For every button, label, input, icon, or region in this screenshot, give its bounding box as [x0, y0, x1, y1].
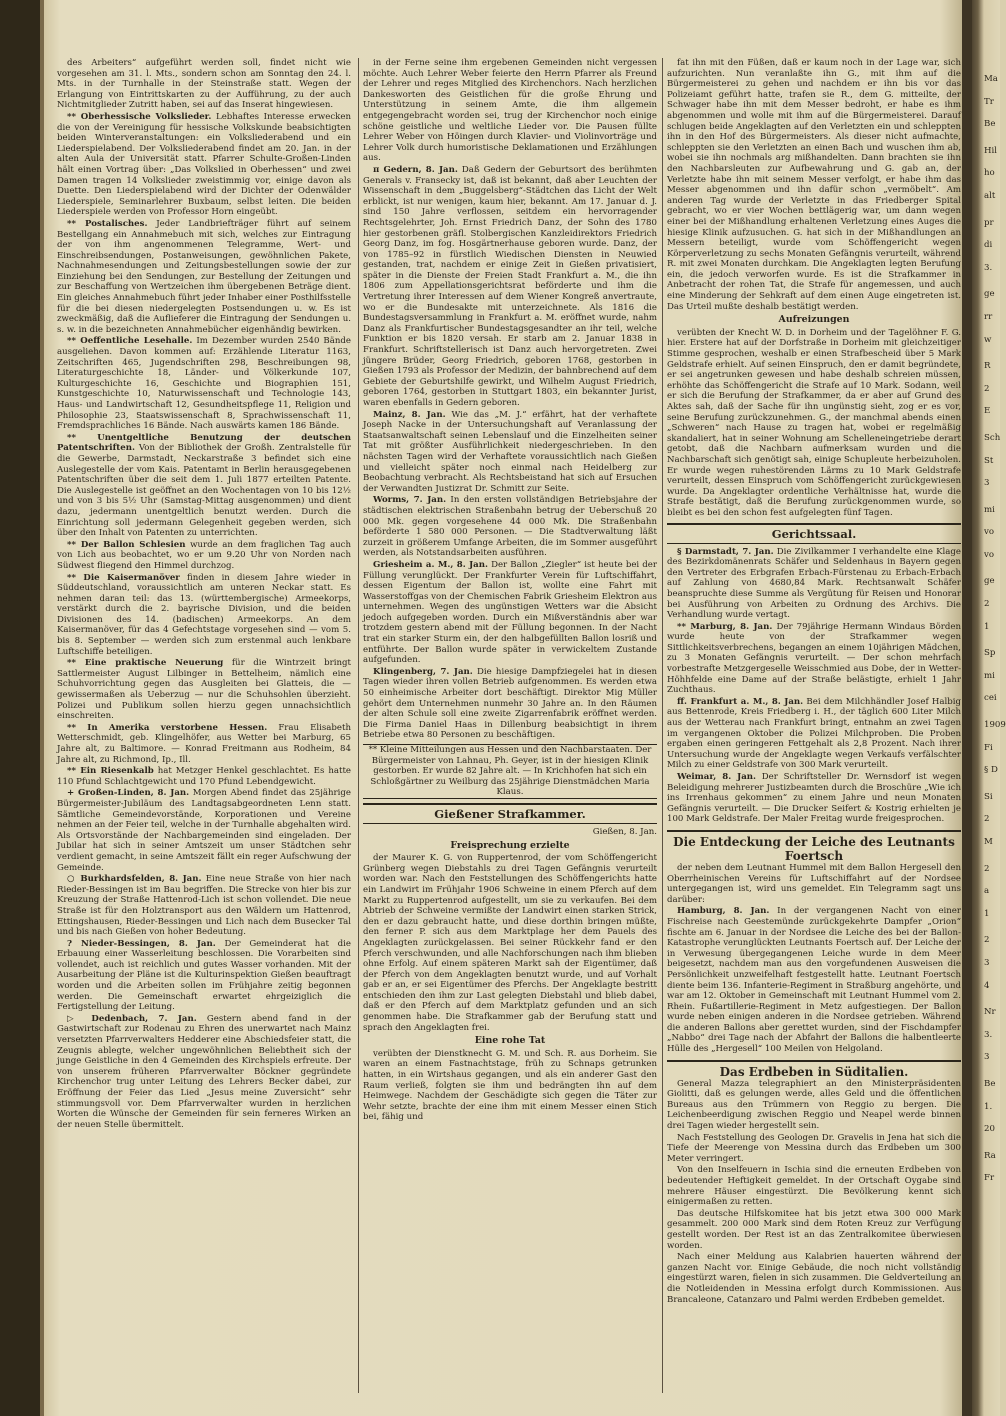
fragment-line: vo — [984, 527, 995, 538]
article-text: Bei dem Milchhändler Josef Halbig aus Bettenrode, Kreis Friedberg i. H., der täglich 600 Liter Milch aus der Wetterau nach Frankfurt bringt, entnahm an zwei Tagen im vergangenen Oktober die Polizei Milchproben. Die Proben ergaben einen geringeren Fettgehalt als 2,8 Prozent. Nach ihrer Untersuchung wurde der Angeklagte wegen Verkaufs verfälschter Milch zu einer Geldstrafe von 300 Mark verurteilt. — [667, 696, 961, 771]
article-lead: ** Der Ballon Schlesien — [67, 539, 186, 550]
article-lead: ** Ein Riesenkalb — [67, 766, 154, 777]
article-paragraph — [667, 863, 961, 905]
article-lead: ** Oeffentliche Lesehalle. — [67, 336, 193, 347]
article-text: Die Zivilkammer I verhandelte eine Klage des Bezirkdomänenrats Schäfer und Seldenhaus in Bayern gegen den Vertreter des Erbgrafen Erbach-Fürstenau zu Erbach-Erbach auf Zahlung von 4680,84 Mark. Rechtsanwalt Schäfer beanspruchte diese Summe als Vergütung für Reisen und Honorar bei Ausführung von Arbeiten zu Ordnung des Archivs. Die Verhandlung wurde vertagt. — [667, 546, 962, 621]
subheading: Aufreizungen — [778, 314, 850, 326]
article-text: der neben dem Leutnant Hummel mit dem Ballon Hergesell den Oberrheinischen Vereins für Luftschiffahrt auf der Nordsee untergegangen ist, wird uns gemeldet. Ein Telegramm sagt uns darüber: — [667, 862, 961, 905]
fragment-line: St — [984, 455, 994, 466]
fragment-line: Sch — [984, 432, 1001, 443]
article-paragraph — [363, 165, 657, 409]
article-lead: Griesheim a. M., 8. Jan. — [373, 559, 488, 570]
article-lead: ** Marburg, 8. Jan. — [677, 621, 773, 632]
fragment-line: 2 — [984, 814, 990, 825]
fragment-line: Nr — [984, 1007, 996, 1018]
article-text: wurde an dem fraglichen Tag auch von Lich aus beobachtet, wo er um 9.20 Uhr von Norden nach Südwest fliegend den Himmel durchzog. — [57, 539, 351, 571]
article-lead: Weimar, 8. Jan. — [677, 772, 757, 782]
column-rule — [358, 58, 359, 1393]
fragment-line: cei — [984, 693, 997, 704]
fragment-line: § D — [984, 765, 998, 776]
article-text: verübten der Knecht W. D. in Dorheim und der Tagelöhner F. G. hier. Erstere hat auf der Dorfstraße in Dorheim mit gleichzeitiger Stimme gesprochen, weshalb er einen Strafbescheid über 5 Mark Geldstrafe erhielt. Auf seinen Einspruch, den er damit begründete, er sei angetrunken gewesen und habe deshalb schreien müssen, erhöhte das Schöffengericht die Strafe auf 10 Mark. Sodann, weil er sich die Berufung der Strafkammer, da er aber auf Grund des Aktes sah, daß der Sache für ihn ungünstig sieht, zog er es vor, seine Berufung zurückzunehmen. G., der manchmal abends einen „Schweren“ nach Hause zu tragen hat, wobei er regelmäßig skandaliert, hat in seiner Wohnung am Schelleneingetriebe derart getobt, daß die Nachbarn aufmerksam wurden und die Nachbarschaft sich genötigt sah, einige Schupleute herbeizuholen. Er wurde wegen ruhestörenden Lärms zu 10 Mark Geldstrafe verurteilt, dessen Einspruch vom Schöffengericht zurückgewiesen wurde. Da Angeklagter ordentliche Verhältnisse hat, wurde die Strafe bestätigt, daß die Berufung zurückgenommen wurde, so bleibt es bei den schon fest aufgelegten fünf Tagen. — [667, 327, 961, 518]
fragment-line: 2 — [984, 863, 990, 874]
article-text: Nach einer Meldung aus Kalabrien hauerten während der ganzen Nacht vor. Einige Gebäude, die noch nicht vollständig eingestürzt waren, fielen in sich zusammen. Die Geldverteilung an die Notleidenden in Messina erfolgt durch Kommissionen. Aus Brancaleone, Catanzaro und Palmi werden Erdbeben gemeldet. — [667, 1252, 961, 1305]
fragment-line: Fr — [984, 1173, 995, 1184]
article-paragraph — [667, 1209, 961, 1251]
fragment-line: 3. — [984, 1029, 993, 1040]
fragment-line: Sp — [984, 648, 996, 659]
fragment-line: Hil — [984, 145, 997, 156]
article-lead: ** Unentgeltliche Benutzung der deutschen Patentschriften. — [57, 432, 351, 454]
article-lead: Klingenberg, 7. Jan. — [373, 666, 473, 677]
article-text: Von der Bibliothek der Großh. Zentralstelle für die Gewerbe, Darmstadt, Neckarstraße 3 befindet sich eine Auslegestelle der vom Kais. Patentamt in Berlin herausgegebenen Patentschriften über die seit dem 1. Juli 1877 erteilten Patente. Die Auslegestelle ist geöffnet an den Wochentagen von 10 bis 12½ und von 3 bis 5½ Uhr (Samstag-Mittag ausgenommen) und dient dazu, jedermann unentgeltlich benutzt werden. Durch die Einrichtung soll jedermann Gelegenheit gegeben werden, sich über den Inhalt von Patenten zu unterrichten. — [57, 443, 351, 539]
article-paragraph — [57, 336, 351, 431]
article-paragraph — [57, 874, 351, 938]
fragment-line: 2 — [984, 383, 990, 394]
fragment-line: Fi — [984, 742, 993, 753]
article-text: Von den Inselfeuern in Ischia sind die erneuten Erdbeben von bedeutender Heftigkeit gemeldet. In der Ortschaft Oygabe sind mehrere Häuser eingestürzt. Die Bevölkerung kennt sich einigermaßen zu retten. — [667, 1165, 961, 1208]
fragment-line: alt — [984, 190, 996, 201]
article-text: Eine neue Straße von hier nach Rieder-Bessingen ist im Bau begriffen. Die Strecke von hier bis zur Kreuzung der Straße Hattenrod-Lich ist schon vollendet. Die neue Straße ist für den Holztransport aus den Wäldern um Hattenrod, Ettingshausen, Rieder-Bessingen und Lich nach dem Busecker Tal und bis nach Gießen von hoher Bedeutung. — [57, 874, 351, 938]
article-paragraph — [363, 410, 657, 495]
article-text: Nach Feststellung des Geologen Dr. Gravelis in Jena hat sich die Tiefe der Meerenge von Messina durch das Erdbeben um 300 Meter verringert. — [667, 1132, 961, 1164]
adjacent-page-fragment — [984, 58, 1006, 1393]
article-paragraph — [667, 547, 961, 621]
fragment-line: ho — [984, 168, 995, 179]
article-text: in der Ferne seine ihm ergebenen Gemeinden nicht vergessen möchte. Auch Lehrer Weber feierte den Herrn Pfarrer als Freund der Lehrer und reges Mitglied des Kirchenchors. Nach herzlichen Dankesworten des Geistlichen für die große Ehrung und Unterstützung in seinem Amte, die ihm allgemein entgegengebracht worden sei, trug der Kirchenchor noch einige schöne geistliche und weltliche Lieder vor. Die Pausen füllte Lehrer Weber von Höingen durch Klavier- und Violinvorträge und Lehrer Volk durch humoristische Deklamationen und Erzählungen aus. — [363, 58, 657, 164]
fragment-line: rr — [984, 311, 993, 322]
article-headline: Die Entdeckung der Leiche des Leutnants Foertsch — [667, 830, 961, 863]
article-paragraph — [363, 58, 657, 164]
article-headline: Das Erdbeben in Süditalien. — [667, 1060, 961, 1079]
fragment-line: Ma — [984, 74, 998, 84]
fragment-line: 1 — [984, 621, 990, 632]
article-text: Lebhaftes Interesse erwecken die von der Vereinigung für hessische Volkskunde beabsichtigten beiden Winterveranstaltungen: ein Volksliederabend und ein Liederspielabend. Der Volksliederabend findet am 20. Jan. in der alten Aula der Universität statt. Pfarrer Schulte-Großen-Linden hält einen Vortrag über: „Das Volkslied in Oberhessen“ und zwei Damen tragen 14 Volkslieder zweistimmig vor, einige davon als Duette. Den Liederspielabend wird der Dichter der Odenwälder Liederspiele, Seminarlehrer Buxbaum, selbst leiten. Die beiden Liederspiele werden von Professor Horn eingeübt. — [57, 111, 352, 218]
article-paragraph — [57, 658, 351, 722]
fragment-line: 1. — [984, 1101, 993, 1112]
article-lead: Mainz, 8. Jan. — [373, 409, 446, 420]
article-paragraph — [667, 622, 961, 696]
article-lead: + Großen-Linden, 8. Jan. — [67, 788, 190, 799]
article-lead: ** Eine praktische Neuerung — [67, 658, 224, 669]
fragment-line: 3 — [984, 957, 990, 968]
article-paragraph — [667, 1133, 961, 1165]
article-text: für die Wintrzeit bringt Sattlermeister August Lilbinger in Bettelheim, nämlich eine Schuhvorrichtung gegen das Ausgleiten bei Glatteis, die — gewissermaßen als Ueberzug — nur die Schuhsohlen überzieht. Polizei und Publikum sollen hierzu gegen unnachsichtlich einschreiten. — [57, 658, 352, 722]
article-lead: § Darmstadt, 7. Jan. — [677, 546, 774, 557]
page-fold — [962, 0, 972, 1416]
article-paragraph — [667, 328, 961, 519]
article-text: Der Ballon „Ziegler“ ist heute bei der Füllung verunglückt. Der Frankfurter Verein für Luftschiffahrt, dessen Eigentum der Ballon ist, wollte eine Fahrt mit Wasserstoffgas von der Chemischen Fabrik Griesheim Elektron aus unternehmen. Wegen des ungünstigen Wetters war die Absicht jedoch aufgegeben worden. Durch ein Mißverständnis aber war trotzdem gestern abend mit der Füllung begonnen. In der Nacht trat ein starker Sturm ein, der den halbgefüllten Ballon losriß und entführte. Der Ballon wurde später in verwickeltem Zustande aufgefunden. — [363, 559, 657, 666]
article-text: Das deutsche Hilfskomitee hat bis jetzt etwa 300 000 Mark gesammelt. 200 000 Mark sind dem Roten Kreuz zur Verfügung gestellt worden. Der Rest ist an das Zentralkomitee überwiesen worden. — [667, 1208, 961, 1251]
fragment-line: 3 — [984, 478, 990, 489]
notice-box: ** Kleine Mitteilungen aus Hessen und den Nachbarstaaten. Der Bürgermeister von Lahnau, Ph. Geyer, ist in der hiesigen Klinik gestorben. Er wurde 82 Jahre alt. — In Krichhofen hat sich ein Schloßgärtner zu Weilburg das 25jährige Dienstmädchen Maria Klaus. — [363, 744, 657, 799]
fragment-line: Be — [984, 119, 996, 130]
column-2-articles — [363, 58, 657, 741]
article-text: Jeder Landbriefträger führt auf seinem Bestellgang ein Annahmebuch mit sich, welches zur Eintragung der von ihm angenommenen Telegramme, Wert- und Einschreibsendungen, Postanweisungen, gewöhnlichen Pakete, Nachnahmesendungen und Zeitungsbestellungen sowie der zur Einziehung bei den Sendungen, zur Bestellung der Zeitungen und zur Beschaffung von Wertzeichen ihm übergebenen Beträge dient. Ein gleiches Annahmebuch führt jeder Inhaber einer Posthilfsstelle für die bei diesen niedergelegten Postsendungen u. w. Es ist zweckmäßig, daß die Auflieferer die Eintragung der Sendungen u. s. w. in die bezeichneten Annahmebücher eigenhändig bewirken. — [57, 218, 351, 335]
article-paragraph — [57, 58, 351, 111]
fragment-line: di — [984, 240, 993, 251]
article-paragraph — [667, 772, 961, 825]
fragment-line: 2 — [984, 599, 990, 610]
article-lead: ▷ Dedenbach, 7. Jan. — [67, 1013, 197, 1024]
article-paragraph — [57, 788, 351, 873]
article-lead: Hamburg, 8. Jan. — [677, 906, 770, 917]
book-binding — [0, 0, 40, 1416]
article-lead: ** Die Kaisermanöver — [67, 572, 180, 583]
article-text: Im Dezember wurden 2540 Bände ausgeliehen. Davon kommen auf: Erzählende Literatur 1163, Zeitschriften 465, Jugendschriften 298, Beschreibungen 98, Literaturgeschichte 18, Länder- und Völkerkunde 107, Kulturgeschichte 16, Geschichte und Biographien 151, Kunstgeschichte 10, Naturwissenschaft und Technologie 143, Haus- und Landwirtschaft 12, Gesundheitspflege 11, Religion und Philosophie 23, Staatswissenschaft 8, Sprachwissenschaft 11, Fremdsprachliches 16 Bände. Nach auswärts kamen 186 Bände. — [57, 336, 351, 432]
article-paragraph — [57, 1014, 351, 1131]
fragment-line: 3 — [984, 1052, 990, 1063]
fragment-line: M — [984, 837, 993, 847]
subheading: Freisprechung erzielte — [450, 839, 570, 851]
article-lead: ** Postalisches. — [67, 218, 148, 229]
article-paragraph — [57, 112, 351, 218]
article-paragraph — [57, 766, 351, 787]
article-text: General Mazza telegraphiert an den Ministerpräsidenten Giolitti, daß es gelungen werde, alles Geld und die öffentlichen Bureaus aus den Trümmern von Reggio zu bergen. Die Leichenbeerdigung zwischen Reggio und Neapel werde binnen drei Tagen wieder hergestellt sein. — [667, 1078, 961, 1132]
article-text: Gestern abend fand in der Gastwirtschaft zur Rodenau zu Ehren des unerwartet nach Mainz versetzten Pfarrverwalters Hedderer eine Abschiedsfeier statt, die Zeugnis ablegte, welcher ungewöhnlichen Beliebtheit sich der junge Geistliche in den 4 Gemeinden des Kirchspiels erfreute. Der von unserem früheren Pfarrverwalter Böckner gegründete Kirchenchor trug unter Leitung des Lehrers Becker dabei, zur Eröffnung der Feier das Lied „Jesus meine Zuversicht“ sehr stimmungsvoll vor. Dem Pfarrverwalter wurden in herzlichen Worten die Wünsche der Gemeinden für sein ferneres Wirken an der neuen Stelle übermittelt. — [57, 1013, 352, 1130]
article-text: Die hiesige Dampfziegelei hat in diesen Tagen wieder ihren vollen Betrieb aufgenommen. Es werden etwa 50 einheimische Arbeiter dort beschäftigt. Direktor Mig Müller gehört dem Unternehmen nunmehr 30 Jahre an. In den Räumen der alten Schule soll eine zweite Zigarrenfabrik eröffnet werden. Die Firma Daniel Haas in Dillenburg beabsichtigt in ihrem Betriebe etwa 80 Personen zu beschäftigen. — [363, 666, 658, 741]
article-lead: ? Nieder-Bessingen, 8. Jan. — [67, 938, 216, 949]
column-3 — [667, 58, 961, 1393]
subheading: Eine rohe Tat — [474, 1035, 546, 1047]
fragment-line: 2 — [984, 935, 990, 946]
fragment-line: Si — [984, 791, 993, 802]
fragment-line: 20 — [984, 1124, 995, 1135]
fragment-line: mi — [984, 504, 995, 515]
article-lead: ○ Burkhardsfelden, 8. Jan. — [67, 874, 202, 885]
article-text: Wie das „M. J.“ erfährt, hat der verhaftete Joseph Nacke in der Untersuchungshaft auf Veranlassung der Staatsanwaltschaft seinen Lebenslauf und die Einzelheiten seiner Tat mit größter Ausführlichkeit niedergeschrieben. In den nächsten Tagen wird der Verhaftete voraussichtlich nach Gießen und vielleicht später noch einmal nach Heidelberg zur Beobachtung verbracht. Als Rechtsbeistand hat sich auf Ersuchen der Verwandten Justizrat Dr. Schmitt zur Seite. — [363, 409, 658, 494]
article-paragraph — [363, 667, 657, 741]
fragment-line: mi — [984, 670, 995, 681]
article-text: Der Gemeinderat hat die Erbauung einer Wasserleitung beschlossen. Die Vorarbeiten sind vollendet, auch ist reichlich und gutes Wasser vorhanden. Mit der Ausarbeitung der Pläne ist die Kulturinspektion Gießen beauftragt worden und die Arbeiten sollen im Frühjahre zeitig begonnen werden. Die Gemeinschaft erwartet ehrgeiziglich die Fertigstellung der Leitung. — [57, 938, 352, 1013]
article-paragraph: verübten der Dienstknecht G. M. und Sch. R. aus Dorheim. Sie waren an einem Fastnachtstage, früh zu Schnaps getrunken hatten, in ein Wirtshaus gegangen, und als ein anderer Gast den Raum verließ, folgten sie ihm und bedrängten ihn auf dem Heimwege. Nachdem der Geschädigte sich gegen die Täter zur Wehr setzte, brachte der eine ihm mit einem Messer einen Stich bei, fähig und — [363, 1048, 657, 1123]
article-lead: π Gedern, 8. Jan. — [373, 164, 458, 175]
fragment-line: 4 — [984, 980, 990, 991]
article-text: In den ersten vollständigen Betriebsjahre der städtischen elektrischen Straßenbahn betrug der Ueberschuß 20 000 Mk. gegen vorgesehene 44 000 Mk. Die Straßenbahn beförderte 1 580 000 Personen. — Die Stadtverwaltung läßt zurzeit in größerem Umfange Arbeiten, die im Sommer ausgeführt werden, als Notstandsarbeiten ausführen. — [363, 495, 657, 559]
fragment-line: E — [984, 406, 991, 417]
article-paragraph — [57, 723, 351, 765]
section-heading: Gerichtssaal. — [667, 523, 961, 544]
fragment-line: w — [984, 334, 992, 345]
fragment-line: 1909 — [984, 720, 1006, 731]
column-rule — [662, 58, 663, 1393]
article-text: Morgen Abend findet das 25jährige Bürgermeister-Jubiläum des Landtagsabgeordneten Lenn statt. Sämtliche Gemeindevorstände, Korporationen und Vereine nehmen an der Feier teil, welche in der Turnhalle abgehalten wird. Als Ortsvorstände der Nachbargemeinden sind eingeladen. Der Jubilar hat sich in seiner Amtszeit um unser Städtchen sehr verdient gemacht, in seine Amtszeit fällt ein reger Aufschwung der Gemeinde. — [57, 788, 351, 873]
article-paragraph — [363, 495, 657, 559]
article-paragraph — [667, 1079, 961, 1132]
article-paragraph — [667, 58, 961, 312]
fragment-line: Tr — [984, 96, 994, 107]
article-lead: ** Oberhessische Volkslieder. — [67, 111, 212, 122]
fragment-line: pr — [984, 217, 994, 228]
fragment-line: Ra — [984, 1150, 996, 1161]
article-text: Der Schriftsteller Dr. Wernsdorf ist wegen Beleidigung mehrerer Justizbeamten durch die Broschüre „Wie ich ins Irrenhaus gekommen“ zu einem Jahre und neun Monaten Gefängnis verurteilt. — Die Drucker Seifert & Kostrig erhielten je 100 Mark Geldstrafe. Der Maler Freitag wurde freigesprochen. — [667, 772, 961, 825]
binding-edge — [40, 0, 44, 1416]
article-paragraph — [57, 433, 351, 539]
fragment-line: Be — [984, 1078, 996, 1089]
article-lead: ff. Frankfurt a. M., 8. Jan. — [677, 696, 804, 707]
article-paragraph — [57, 540, 351, 572]
article-text: finden in diesem Jahre wieder in Süddeutschland, voraussichtlich am unteren Neckar statt. Es nehmen daran teil: das 13. (württembergische) Armeekorps, verstärkt durch die 2. bayrische Division, und die beiden Divisionen des 14. (badischen) Armeekorps. An dem Kaisermanöver, für das 4 Gefechtstage vorgesehen sind — vom 5. bis 8. September — werden sich zum erstenmal auch lenkbare Luftschiffe beteiligen. — [57, 572, 351, 657]
article-text: hat Metzger Henkel geschlachtet. Es hatte 110 Pfund Schlachtgewicht und 170 Pfund Lebendgewicht. — [57, 766, 351, 787]
column-2 — [363, 58, 657, 1393]
article-paragraph — [667, 697, 961, 771]
article-text: Daß Gedern der Geburtsort des berühmten Generals v. Fransecky ist, daß ist bekannt, daß aber Leuchten der Wissenschaft in dem „Buggelsberg“-Städtchen das Licht der Welt erblickt, ist nur wenigen, kaum hier, bekannt. Am 17. Januar d. J. sind 150 Jahre verflossen, seitdem ein hervorragender Rechtsgelehrter, Joh. Ernst Friedrich Danz, der Sohn des 1780 hier gestorbenen gräfl. Stolbergischen Kanzleidirektors Friedrich Georg Danz, im fog. Hosgärtnerhause geboren wurde. Danz, der von 1785–92 in fürstlich Wiedischen Diensten in Neuwied gestanden, trat, nachdem er einige Zeit in Gießen privatisiert, später in die Dienste der Freien Stadt Frankfurt a. M., die ihn 1806 zum Appellationsgerichtsrat beförderte und ihm die Vertretung ihrer Interessen auf dem Wiener Kongreß anvertraute, wo er die Bundesakte mit unterzeichnete. Als 1816 die Bundestagsversammlung in Frankfurt a. M. eröffnet wurde, nahm Danz als Frankfurtischer Bundestagsgesandter an ihr teil, welche Funktion er bis 1820 versah. Er starb am 2. Januar 1838 in Frankfurt. Schriftstellerisch ist Danz auch hervorgetreten. Zwei jüngere Brüder, Georg Friedrich, geboren 1768, gestorben in Gießen 1793 als Professor der Medizin, der bahnbrechend auf dem Gebiete der Geburtshilfe gewirkt, und Wilhelm August Friedrich, geboren 1764, gestorben in Stuttgart 1803, ein bekannter Jurist, waren ebenfalls in Gedern geboren. — [363, 164, 657, 408]
article-paragraph — [363, 560, 657, 666]
column-1 — [57, 58, 351, 1393]
article-paragraph — [667, 1165, 961, 1207]
article-text: Der 79jährige Hermann Windaus Börden wurde heute von der Strafkammer wegen Sittlichkeitsverbrechens, begangen an einem 10jährigen Mädchen, zu 3 Monaten Gefängnis verurteilt. — Der schon mehrfach vorbestrafte Metzgergeselle Weisschmied aus Dobe, der in Wetter-Höhhfelde eine Dame auf der Straße belästigte, erhielt 1 Jahr Zuchthaus. — [667, 621, 962, 696]
fragment-line: 1 — [984, 908, 990, 919]
article-text: In der vergangenen Nacht von einer Fischreise nach Geestemünde zurückgekehrte Dampfer „Orion“ fischte am 6. Januar in der Nordsee die Leiche des bei der Ballon-Katastrophe verunglückten Leutnants Foertsch auf. Der Leiche der in Verwesung übergegangenen Leiche wurde in dem Meer beigesetzt, nachdem man aus den vorgefundenen Ausweisen die Persönlichkeit unzweifelhaft festgestellt hatte. Leutnant Foertsch diente beim 136. Infanterie-Regiment in Straßburg angehörte, und war am 12. Oktober in Gemeinschaft mit Leutnant Hummel vom 2. Rhein. Fußartillerie-Regiment in Metz aufgestiegen. Der Ballon wurde neben einigen anderen in die Nordsee getrieben. Während die anderen Ballons aber gerettet wurden, sind der Fischdampfer „Nabbo“ drei Tage nach der Abfahrt der Ballons die halbentleerte Hülle des „Hergesell“ 100 Meilen von Helgoland. — [667, 906, 962, 1055]
article-paragraph — [667, 906, 961, 1054]
fragment-line: 3. — [984, 262, 993, 273]
article-paragraph: der Maurer K. G. von Ruppertenrod, der vom Schöffengericht Grünberg wegen Diebstahls zu drei Tagen Gefängnis verurteilt worden war. Nach den Feststellungen des Schöffengerichts hatte ein Landwirt im Frühjahr 1906 Schweine in einem Pferch auf dem Markt zu Ruppertenrod aufgestellt, um sie zu verkaufen. Bei dem Abtrieb der Schweine vermißte der Landwirt einen starken Strick, den er dazu gebraucht hatte, und diese dorthin bringen müßte, den ferner P. sich aus dem Marktplage her dem Pauels des Angeklagten zurückgelassen. Bei seiner Rückkehr fand er den Pferch verschwunden, und alle Nachforschungen nach ihm blieben ohne Erfolg. Auf einem späteren Markt sah der Eigentümer, daß der Pferch von dem Angeklagten benutzt wurde, und auf Vorhalt gab er an, er sei Eigentümer des Pferchs. Der Angeklagte bestritt entschieden den ihm zur Last gelegten Diebstahl und blieb dabei, daß er den Pferch auf dem Marktplatz gefunden und an sich genommen habe. Die Strafkammer gab der Berufung statt und sprach den Angeklagten frei. — [363, 853, 657, 1033]
fragment-line: a — [984, 886, 990, 897]
fragment-line: R — [984, 361, 991, 372]
fragment-line: vo — [984, 549, 995, 560]
article-text: Frau Elisabeth Wetterschmidt, geb. Klingelhöfer, aus Wetter bei Marburg, 65 Jahre alt, zu Baltimore. — Konrad Freitmann aus Rodheim, 84 Jahre alt, zu Richmond, Ip., Ill. — [57, 722, 352, 765]
section-heading-strafkammer: Gießener Strafkammer. — [363, 803, 657, 824]
article-paragraph — [667, 1252, 961, 1305]
article-paragraph — [57, 219, 351, 336]
article-lead: Worms, 7. Jan. — [373, 495, 447, 506]
article-lead: ** In Amerika verstorbene Hessen. — [67, 722, 268, 733]
dateline: Gießen, 8. Jan. — [592, 826, 657, 837]
article-text: fat ihn mit den Füßen, daß er kaum noch in der Lage war, sich aufzurichten. Nun veranlaßte ihn G., mit ihm auf die Bürgermeisterei zu gehen und nachdem er ihn bis vor das Polizeiamt geführt hatte, trafen sie R., dem G. mitteilte, der Schwager habe ihn mit dem Messer bedroht, er habe es ihm abgenommen und wolle mit ihm auf die Bürgermeisterei. Darauf schlugen beide Angeklagten auf den Verletzten ein und schleppten ihn in den Hof des Bürgermeisters. Als dieser nicht aufmachte, schleppten sie den Verletzten an einen Bach und wuschen ihm ab, wobei sie ihn nochmals arg mißhandelten. Dann brachten sie ihn den Nachbarsleuten zur Aufbewahrung und G. gab an, der Verletzte habe ihn mit seinem Messer verfolgt, er habe ihm das Messer abgenommen und ihn dafür schon „vermöbelt“. Am anderen Tag wurde der Verletzte in das Friedberger Spital gebracht, wo er vier Wochen bettlägerig war, um dann wegen einer bei der Mißhandlung erhaltenen Verletzung eines Auges die hiesige Klinik aufzusuchen. G. hat sich in der Mißhandlungen an Messern beteiligt, wurde vom Schöffengericht wegen Körperverletzung zu sechs Monaten Gefängnis verurteilt, während R. mit zwei Monaten durchkam. Die Angeklagten legten Berufung ein, die jedoch verworfen wurde. Es ist die Strafkammer in Anbetracht der rohen Tat, die Strafe für angemessen, und auch eine Minderung der Sehkraft auf dem einen Auge eingetreten ist. Das Urteil mußte deshalb bestätigt werden. — [667, 58, 961, 312]
article-text: des Arbeiters“ aufgeführt werden soll, findet nicht wie vorgesehen am 31. l. Mts., sondern schon am Sonntag den 24. l. Mts. in der Turnhalle in der Steinstraße statt. Wegen der Erlangung von Eintrittskarten zu der Aufführung, zu der auch Nichtmitglieder Zutritt haben, sei auf das Inserat hingewiesen. — [57, 58, 351, 111]
fragment-line: ge — [984, 289, 995, 300]
article-paragraph — [57, 573, 351, 658]
fragment-line: ge — [984, 576, 995, 587]
article-paragraph — [57, 939, 351, 1013]
